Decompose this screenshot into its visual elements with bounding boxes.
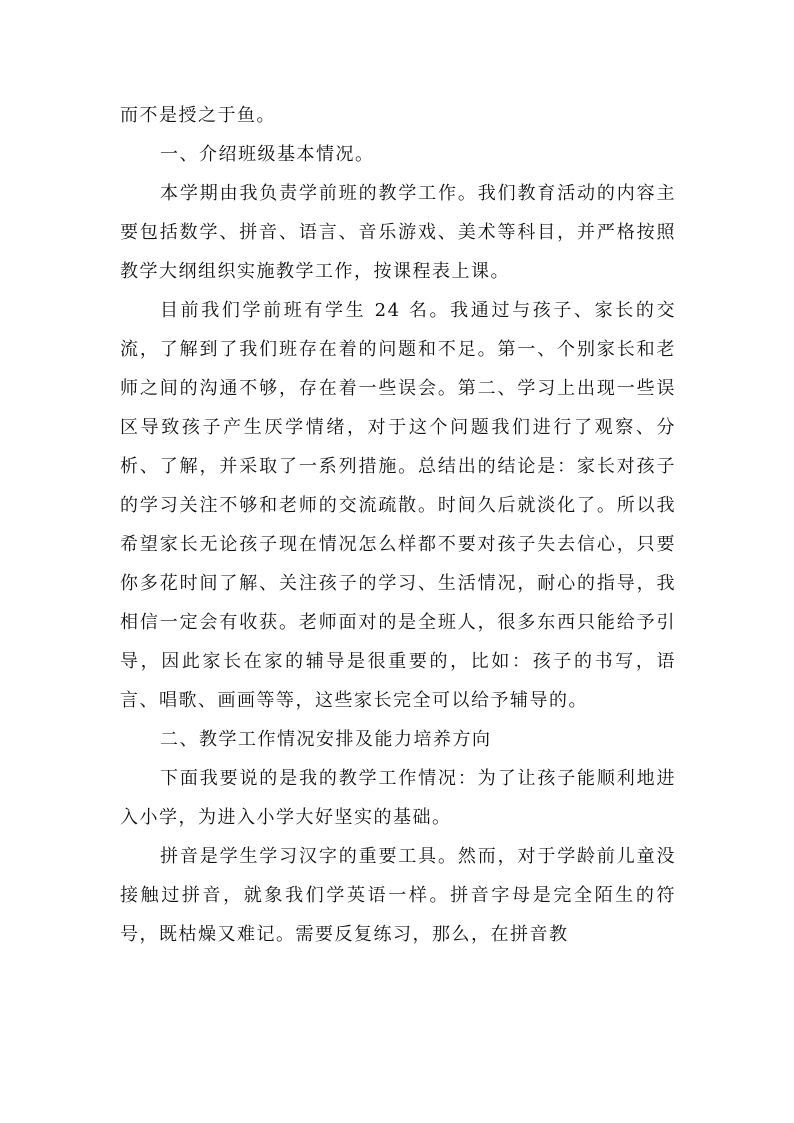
paragraph-continuation: 而不是授之于鱼。 xyxy=(120,105,276,126)
paragraph-semester-work: 本学期由我负责学前班的教学工作。我们教育活动的内容主要包括数学、拼音、语言、音乐游戏、美术等科目，并严格按照教学大纲组织实施教学工作，按课程表上课。 xyxy=(120,183,676,282)
paragraph-class-status: 目前我们学前班有学生 24 名。我通过与孩子、家长的交流，了解到了我们班存在着的问题和不足。第一、个别家长和老师之间的沟通不够，存在着一些误会。第二、学习上出现一些误区导致孩子产生厌学情绪，对于这个问题我们进行了观察、分析、了解，并采取了一系列措施。总结出的结论是：家长对孩子的学习关注不够和老师的交流疏散。时间久后就淡化了。所以我希望家长无论孩子现在情况怎么样都不要对孩子失去信心，只要你多花时间了解、关注孩子的学习、生活情况，耐心的指导，我相信一定会有收获。老师面对的是全班人，很多东西只能给予引导，因此家长在家的辅导是很重要的，比如：孩子的书写，语言、唱歌、画画等等，这些家长完全可以给予辅导的。 xyxy=(120,300,676,711)
paragraph-pinyin: 拼音是学生学习汉字的重要工具。然而，对于学龄前儿童没接触过拼音，就象我们学英语一样。拼音字母是完全陌生的符号，既枯燥又难记。需要反复练习，那么，在拼音教 xyxy=(120,846,676,945)
paragraph-teaching-intro: 下面我要说的是我的教学工作情况：为了让孩子能顺利地进入小学，为进入小学大好坚实的基础。 xyxy=(120,768,676,828)
section-heading-teaching-plan: 二、教学工作情况安排及能力培养方向 xyxy=(160,729,492,750)
document-body xyxy=(120,96,676,954)
section-heading-class-info: 一、介绍班级基本情况。 xyxy=(160,144,375,165)
